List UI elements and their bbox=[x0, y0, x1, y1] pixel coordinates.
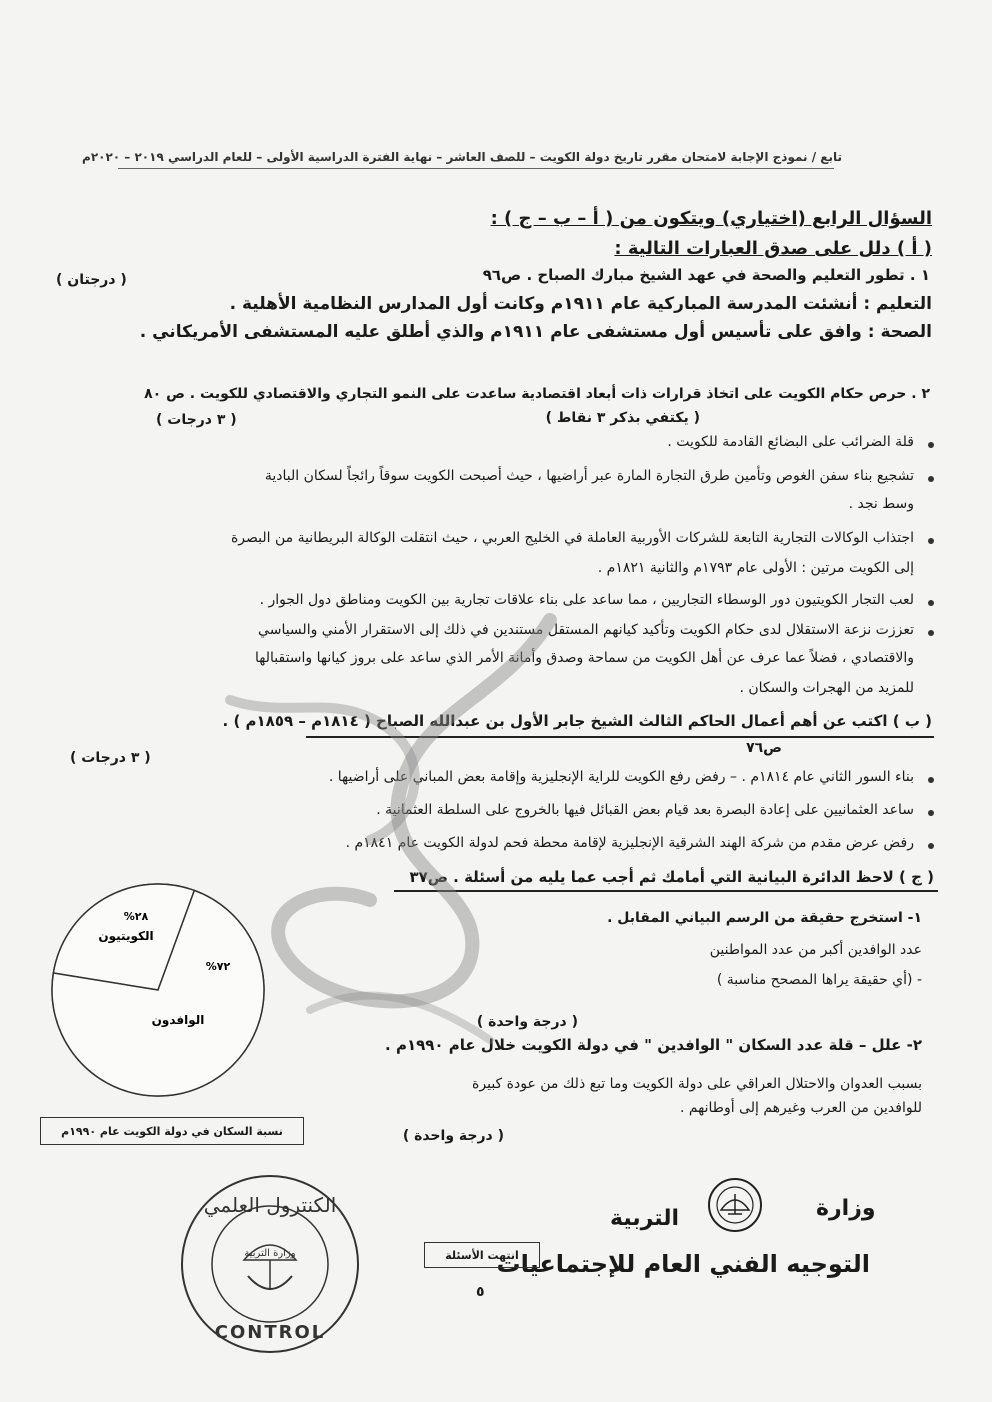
pie-label-kuwaitis: الكويتيون bbox=[98, 929, 154, 943]
item2-bullet-4: لعب التجار الكويتيون دور الوسطاء التجاريين ، مما ساعد على بناء علاقات تجارية بين الكويت ومناطق دول الجوار . bbox=[259, 592, 914, 608]
item2-bullet-5-cont2: للمزيد من الهجرات والسكان . bbox=[739, 680, 914, 696]
part-b-bullet-2: ساعد العثمانيين على إعادة البصرة بعد قيام بعض القبائل فيها بالخروج على السلطة العثمانية . bbox=[376, 802, 914, 818]
stamp-ministry-text: وزارة التربية bbox=[244, 1248, 296, 1259]
stamp-top-text: الكنترول العلمي bbox=[203, 1193, 337, 1217]
header-title: تابع / نموذج الإجابة لامتحان مقرر تاريخ دولة الكويت – للصف العاشر – نهاية الفترة الدراسية الأولى – للعام الدراسي ٢٠١٩ – ٢٠٢٠م bbox=[82, 150, 842, 164]
pie-value-expatriates: %٧٢ bbox=[205, 960, 231, 973]
part-b-marks: ( ٣ درجات ) bbox=[70, 750, 151, 766]
part-a-title: ( أ ) دلل على صدق العبارات التالية : bbox=[614, 238, 932, 259]
item2-bullet-5-cont: والاقتصادي ، فضلاً عما عرف عن أهل الكويت من سماحة وصدق وأمانة الأمر الذي ساعد على بروز كيانها واستقبالها bbox=[255, 650, 914, 666]
bullet-dot bbox=[928, 476, 934, 482]
item2-heading: ٢ . حرص حكام الكويت على اتخاذ قرارات ذات أبعاد اقتصادية ساعدت على النمو التجاري والاقتصادي للكويت . ص ٨٠ bbox=[144, 386, 930, 402]
control-stamp-icon bbox=[178, 1172, 362, 1356]
part-c-q1-note: - (أي حقيقة يراها المصحح مناسبة ) bbox=[716, 972, 922, 988]
item1-education: التعليم : أنشئت المدرسة المباركية عام ١٩١١م وكانت أول المدارس النظامية الأهلية . bbox=[229, 294, 932, 314]
part-b-underline bbox=[306, 736, 934, 738]
bullet-dot bbox=[928, 777, 934, 783]
part-c-q1-answer: عدد الوافدين أكبر من عدد المواطنين bbox=[709, 942, 922, 958]
part-c-q1-question: ١- استخرج حقيقة من الرسم البياني المقابل . bbox=[607, 910, 922, 926]
part-b-bullet-3: رفض عرض مقدم من شركة الهند الشرقية الإنجليزية لإقامة محطة فحم لدولة الكويت عام ١٨٤١م . bbox=[345, 835, 914, 851]
ministry-word-2: التربية bbox=[610, 1206, 680, 1231]
part-b-page-ref: ص٧٦ bbox=[746, 740, 782, 756]
bullet-dot bbox=[928, 843, 934, 849]
pie-value-kuwaitis: %٢٨ bbox=[123, 910, 149, 923]
item1-marks: ( درجتان ) bbox=[56, 272, 127, 288]
part-c-q1-marks: ( درجة واحدة ) bbox=[476, 1014, 578, 1030]
header-divider bbox=[118, 168, 834, 169]
bullet-dot bbox=[928, 442, 934, 448]
pie-chart-caption: نسبة السكان في دولة الكويت عام ١٩٩٠م bbox=[40, 1117, 304, 1145]
item2-marks: ( ٣ درجات ) bbox=[156, 412, 237, 428]
part-c-q2-question: ٢- علل – قلة عدد السكان " الوافدين " في دولة الكويت خلال عام ١٩٩٠م . bbox=[385, 1036, 922, 1054]
bullet-dot bbox=[928, 538, 934, 544]
part-c-q2-answer-2: للوافدين من العرب وغيرهم إلى أوطانهم . bbox=[679, 1100, 922, 1116]
item1-heading: ١ . تطور التعليم والصحة في عهد الشيخ مبارك الصباح . ص٩٦ bbox=[482, 266, 930, 284]
item2-bullet-1: قلة الضرائب على البضائع القادمة للكويت . bbox=[667, 434, 914, 450]
stamp-bottom-text: CONTROL bbox=[214, 1322, 326, 1343]
page-number: ٥ bbox=[476, 1284, 485, 1300]
item2-bullet-2: تشجيع بناء سفن الغوص وتأمين طرق التجارة المارة عبر أراضيها ، حيث أصبحت الكويت سوقاً رائجاً لسكان البادية bbox=[264, 468, 914, 484]
item2-bullet-3: اجتذاب الوكالات التجارية التابعة للشركات الأوربية العاملة في الخليج العربي ، حيث انتقلت الوكالة البريطانية من البصرة bbox=[230, 530, 914, 546]
pie-svg bbox=[48, 880, 268, 1100]
pie-label-expatriates: الوافدون bbox=[151, 1013, 205, 1027]
part-c-title: ( ج ) لاحظ الدائرة البيانية التي أمامك ثم أجب عما يليه من أسئلة . ص٣٧ bbox=[409, 868, 934, 886]
question-4-title: السؤال الرابع (اختياري) ويتكون من ( أ – ب – ج ) : bbox=[490, 208, 932, 229]
population-pie-chart bbox=[48, 880, 268, 1100]
part-b-bullet-1: بناء السور الثاني عام ١٨١٤م . – رفض رفع الكويت للراية الإنجليزية وإقامة بعض المباني على أراضيها . bbox=[328, 769, 914, 785]
part-c-q2-answer-1: بسبب العدوان والاحتلال العراقي على دولة الكويت وما تبع ذلك من عودة كبيرة bbox=[472, 1076, 922, 1092]
bullet-dot bbox=[928, 630, 934, 636]
item2-bullet-2-cont: وسط نجد . bbox=[848, 496, 914, 512]
part-c-q2-marks: ( درجة واحدة ) bbox=[402, 1128, 504, 1144]
ministry-emblem-icon bbox=[706, 1176, 764, 1234]
bullet-dot bbox=[928, 810, 934, 816]
bullet-dot bbox=[928, 600, 934, 606]
item2-bullet-5: تعززت نزعة الاستقلال لدى حكام الكويت وتأكيد كيانهم المستقل مستندين في ذلك إلى الاستقرار الأمني والسياسي bbox=[258, 622, 914, 638]
part-c-underline bbox=[394, 890, 938, 892]
guidance-department: التوجيه الفني العام للإجتماعيات bbox=[496, 1250, 870, 1278]
part-b-title: ( ب ) اكتب عن أهم أعمال الحاكم الثالث الشيخ جابر الأول بن عبدالله الصباح ( ١٨١٤م – ١٨٥٩م ) . bbox=[222, 712, 932, 730]
end-of-questions-label: انتهت الأسئلة bbox=[424, 1242, 540, 1268]
item2-bullet-3-cont: إلى الكويت مرتين : الأولى عام ١٧٩٣م والثانية ١٨٢١م . bbox=[597, 560, 914, 576]
item2-note: ( يكتفي بذكر ٣ نقاط ) bbox=[545, 410, 700, 426]
ministry-word: وزارة bbox=[816, 1196, 876, 1221]
item1-health: الصحة : وافق على تأسيس أول مستشفى عام ١٩١١م والذي أطلق عليه المستشفى الأمريكاني . bbox=[139, 322, 932, 342]
